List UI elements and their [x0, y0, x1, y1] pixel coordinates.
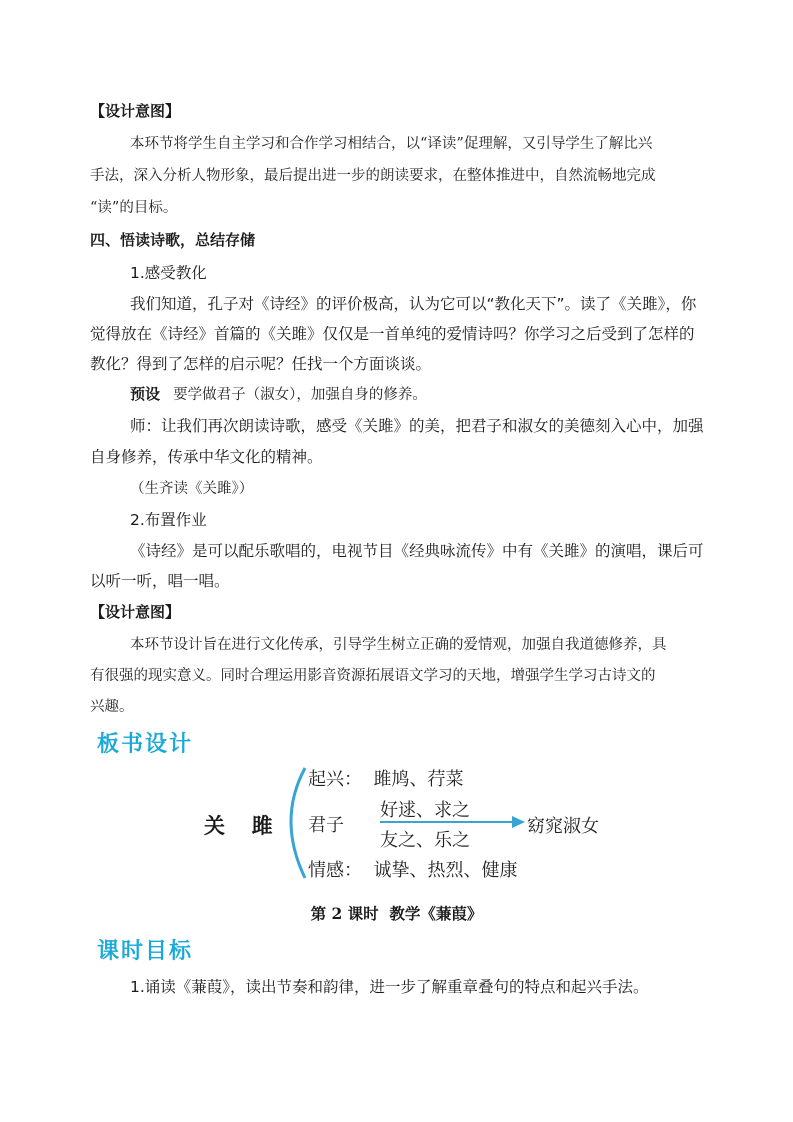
board-row-qinggan: 情感： 诚挚、热烈、健康 — [308, 860, 518, 881]
board-design-heading: 板书设计 — [97, 732, 194, 757]
design-intent-line: 兴趣。 — [90, 699, 134, 715]
board-row-qixing: 起兴： 雎鸠、荇菜 — [308, 769, 464, 790]
arrow-head — [512, 816, 525, 828]
design-intent-heading-2: 【设计意图】 — [90, 603, 181, 621]
board-target: 窈窕淑女 — [527, 816, 599, 837]
brace — [291, 768, 305, 878]
design-intent-line-2: 手法，深入分析人物形象，最后提出进一步的朗读要求，在整体推进中，自然流畅地完成 — [90, 168, 656, 184]
teacher-line: 自身修养，传承中华文化的精神。 — [90, 448, 323, 466]
lesson-two-title: 第 2 课时 教学《蒹葭》 — [310, 904, 483, 923]
paragraph-line: 觉得放在《诗经》首篇的《关雎》仅仅是一首单纯的爱情诗吗？你学习之后受到了怎样的 — [90, 325, 695, 343]
goal-item: 1.诵读《蒹葭》，读出节奏和韵律，进一步了解重章叠句的特点和起兴手法。 — [130, 978, 649, 996]
board-junzi-label: 君子 — [308, 815, 344, 836]
design-intent-line: 有很强的现实意义。同时合理运用影音资源拓展语文学习的天地，增强学生学习古诗文的 — [90, 668, 656, 684]
design-intent-line-1: 本环节将学生自主学习和合作学习相结合，以“译读”促理解，又引导学生了解比兴 — [130, 136, 653, 152]
board-title: 关 雎 — [204, 814, 277, 838]
preset-text: 要学做君子（淑女），加强自身的修养。 — [173, 387, 427, 403]
board-junzi-bottom: 友之、乐之 — [380, 830, 470, 851]
lesson-goals-heading: 课时目标 — [97, 939, 194, 964]
paragraph-line: 教化？得到了怎样的启示呢？任找一个方面谈谈。 — [90, 355, 432, 373]
homework-line: 以听一听，唱一唱。 — [90, 572, 230, 590]
design-intent-line-3: “读”的目标。 — [90, 200, 178, 216]
homework-line: 《诗经》是可以配乐歌唱的，电视节目《经典咏流传》中有《关雎》的演唱，课后可 — [130, 542, 704, 560]
paragraph-line: 我们知道，孔子对《诗经》的评价极高，认为它可以“教化天下”。读了《关雎》，你 — [130, 295, 697, 313]
stage-note: （生齐读《关雎》） — [130, 481, 254, 497]
preset-label: 预设 — [130, 385, 161, 403]
teacher-line: 师：让我们再次朗读诗歌，感受《关雎》的美，把君子和淑女的美德刻入心中，加强 — [130, 417, 704, 435]
subheading-homework: 2.布置作业 — [130, 511, 207, 529]
design-intent-heading-1: 【设计意图】 — [90, 102, 181, 120]
section-four-heading: 四、悟读诗歌，总结存储 — [90, 231, 256, 249]
preset-line — [130, 383, 427, 404]
design-intent-line: 本环节设计旨在进行文化传承，引导学生树立正确的爱情观，加强自我道德修养，具 — [130, 637, 667, 653]
board-junzi-top: 好逑、求之 — [380, 800, 470, 821]
subheading-feel-teaching: 1.感受教化 — [130, 264, 207, 282]
